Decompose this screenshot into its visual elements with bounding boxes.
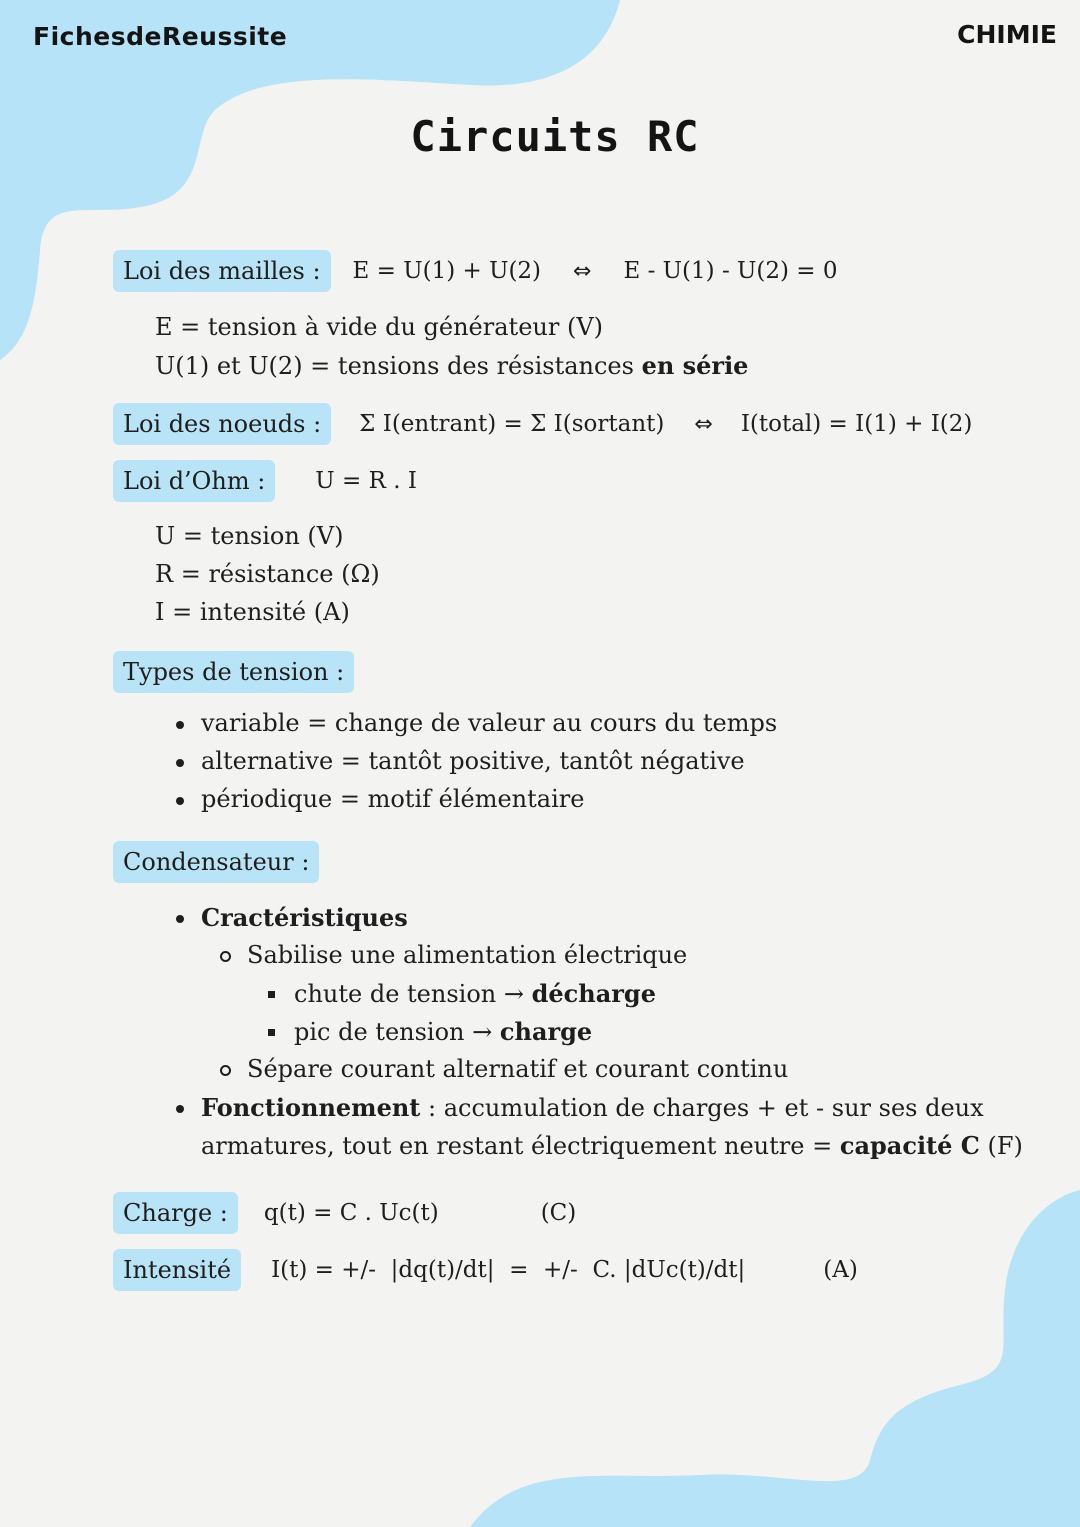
bullet-icon [176,759,184,767]
ohm-formula: U = R . I [315,468,417,494]
circle-bullet-icon [220,1065,231,1076]
brand-logo: FichesdeReussite [33,22,288,51]
charge-tag: Charge : [113,1192,238,1234]
circle-bullet-icon [220,951,231,962]
fonctionnement-line-1: Fonctionnement : accumulation de charges + et - sur ses deux [201,1093,984,1122]
types-item-2: alternative = tantôt positive, tantôt négative [201,747,745,775]
types-item-1: variable = change de valeur au cours du temps [201,709,778,737]
types-tag: Types de tension : [113,651,354,693]
charge-formula: q(t) = C . Uc(t) [263,1200,439,1226]
mailles-row [113,250,838,292]
charge-row [113,1192,576,1234]
charge-unit: (C) [540,1200,577,1226]
equivalence-arrow-icon: ⇔ [573,258,592,284]
subject-label: CHIMIE [957,20,1057,49]
ohm-tag: Loi d’Ohm : [113,460,275,502]
intensite-formula: I(t) = +/- |dq(t)/dt| = +/- C. |dUc(t)/dt| [271,1257,746,1283]
bullet-icon [176,721,184,729]
mailles-formula-1: E = U(1) + U(2) [352,258,542,284]
types-row [113,651,354,693]
bullet-icon [176,915,184,923]
fonctionnement-line-2: armatures, tout en restant électriquement neutre = capacité C (F) [201,1131,1023,1160]
noeuds-formula-1: Σ I(entrant) = Σ I(sortant) [359,411,665,437]
page-title: Circuits RC [410,112,700,161]
carac-sub-2: Sépare courant alternatif et courant continu [247,1055,789,1083]
carac-sub-1b: pic de tension → charge [294,1017,593,1046]
ohm-def-2: R = résistance (Ω) [155,560,380,588]
noeuds-formula-2: I(total) = I(1) + I(2) [740,411,973,437]
intensite-tag: Intensité [113,1249,241,1291]
noeuds-row [113,403,972,445]
mailles-def-2: U(1) et U(2) = tensions des résistances en série [155,351,749,380]
types-item-3: périodique = motif élémentaire [201,785,585,813]
carac-sub-1a: chute de tension → décharge [294,979,656,1008]
bullet-icon [176,1105,184,1113]
carac-sub-1: Sabilise une alimentation électrique [247,941,688,969]
square-bullet-icon [268,1029,275,1036]
mailles-formula-2: E - U(1) - U(2) = 0 [623,258,838,284]
intensite-unit: (A) [823,1257,858,1283]
caracteristiques-title: Cractéristiques [201,903,408,932]
square-bullet-icon [268,991,275,998]
bullet-icon [176,797,184,805]
intensite-row [113,1249,858,1291]
condensateur-row [113,841,319,883]
ohm-def-1: U = tension (V) [155,522,344,550]
ohm-def-3: I = intensité (A) [155,598,350,626]
ohm-row [113,460,417,502]
condensateur-tag: Condensateur : [113,841,319,883]
equivalence-arrow-icon: ⇔ [694,411,713,437]
mailles-tag: Loi des mailles : [113,250,331,292]
mailles-def-1: E = tension à vide du générateur (V) [155,313,604,341]
noeuds-tag: Loi des noeuds : [113,403,331,445]
